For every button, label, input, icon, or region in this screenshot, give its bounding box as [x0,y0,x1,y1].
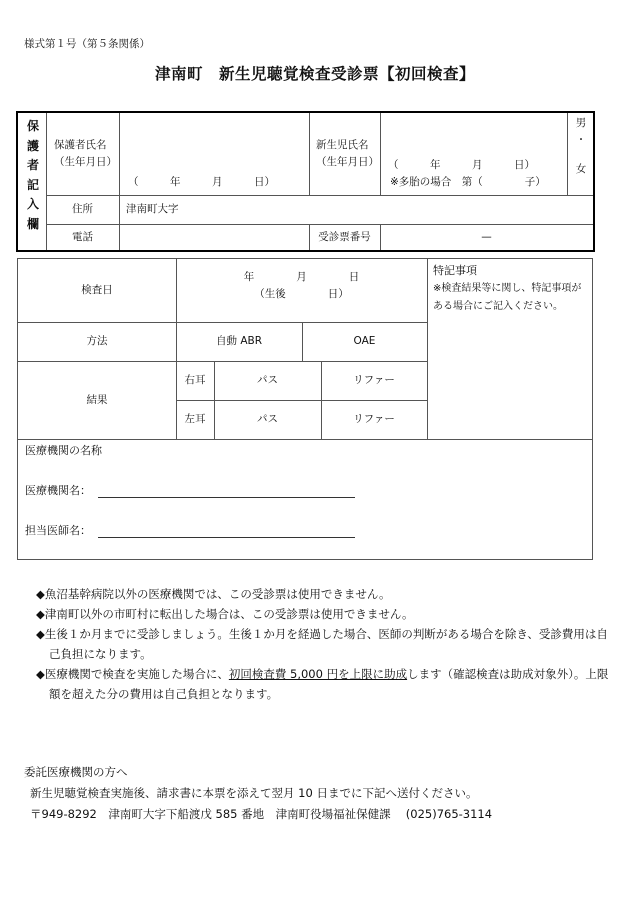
note-item: ◆生後１か月までに受診しましょう。生後１か月を経過した場合、医師の判断がある場合を除き、受診費用は自己負担になります。 [36,627,608,661]
footer [24,762,492,825]
special-notes-title: 特記事項 [433,264,477,277]
exam-date-label: 検査日 [81,284,113,297]
sex-female[interactable]: 女 [575,162,587,175]
multiple-birth-field[interactable]: ※多胎の場合 第（ 子） [390,176,546,188]
footer-instructions: 新生児聴覚検査実施後、請求書に本票を添えて翌月 10 日までに下記へ送付ください。 [30,786,478,800]
right-ear-pass-option[interactable]: パス [257,374,278,387]
ticket-number-value: — [481,230,492,243]
sex-male[interactable]: 男 [575,117,587,129]
newborn-name-label: 新生児氏名 （生年月日） [316,139,379,168]
newborn-birth-field[interactable]: （ 年 月 日） [388,159,535,171]
method-abr-option[interactable]: 自動 ABR [215,335,263,348]
ticket-number-label: 受診票番号 [318,230,371,243]
note-item: ◆津南町以外の市町村に転出した場合は、この受診票は使用できません。 [36,607,414,621]
note-item-subsidy: ◆医療機関で検査を実施した場合に、初回検査費 5,000 円を上限に助成します（確認検査は助成対象外）。上限額を超えた分の費用は自己負担となります。 [36,667,609,701]
phone-label: 電話 [72,230,93,243]
guardian-name-label: 保護者氏名 （生年月日） [54,139,117,168]
institution-name-label: 医療機関名： [25,484,91,497]
exam-table [17,258,593,560]
page-title: 津南町 新生児聴覚検査受診票【初回検査】 [154,65,475,83]
guardian-birth-field[interactable]: （ 年 月 日） [128,176,275,188]
doctor-name-label: 担当医師名： [25,524,91,537]
special-notes-hint: ※検査結果等に関し、特記事項がある場合にご記入ください。 [433,283,582,312]
institution-name-line[interactable] [98,497,355,498]
exam-date-field[interactable]: 年 月 日 （生後 日） [243,271,360,300]
guardian-section-label: 保 護 者 記 入 欄 [26,119,39,231]
footer-heading: 委託医療機関の方へ [24,765,128,779]
notes-list [36,584,616,704]
subsidy-emphasis: 初回検査費 5,000 円を上限に助成 [228,667,408,681]
method-label: 方法 [86,335,108,348]
right-ear-refer-option[interactable]: リファー [353,374,395,387]
left-ear-refer-option[interactable]: リファー [353,413,395,426]
form-number: 様式第１号（第５条関係） [24,38,150,50]
special-notes-field[interactable] [433,261,589,315]
left-ear-label: 左耳 [184,413,206,426]
left-ear-pass-option[interactable]: パス [257,413,278,426]
result-label: 結果 [86,393,108,406]
guardian-info-table [16,111,595,252]
footer-address: 〒949-8292 津南町大字下船渡戊 585 番地 津南町役場福祉保健課 (025)765-3114 [30,807,493,821]
address-label: 住所 [72,203,93,216]
institution-section-title: 医療機関の名称 [25,444,102,457]
doctor-name-line[interactable] [98,537,355,538]
sex-field[interactable]: 男 ・ 女 [570,115,592,177]
right-ear-label: 右耳 [184,374,206,387]
address-field[interactable]: 津南町大字 [126,203,179,216]
note-item: ◆魚沼基幹病院以外の医療機関では、この受診票は使用できません。 [36,587,391,601]
phone-field[interactable] [120,224,309,250]
method-oae-option[interactable]: OAE [353,335,376,348]
